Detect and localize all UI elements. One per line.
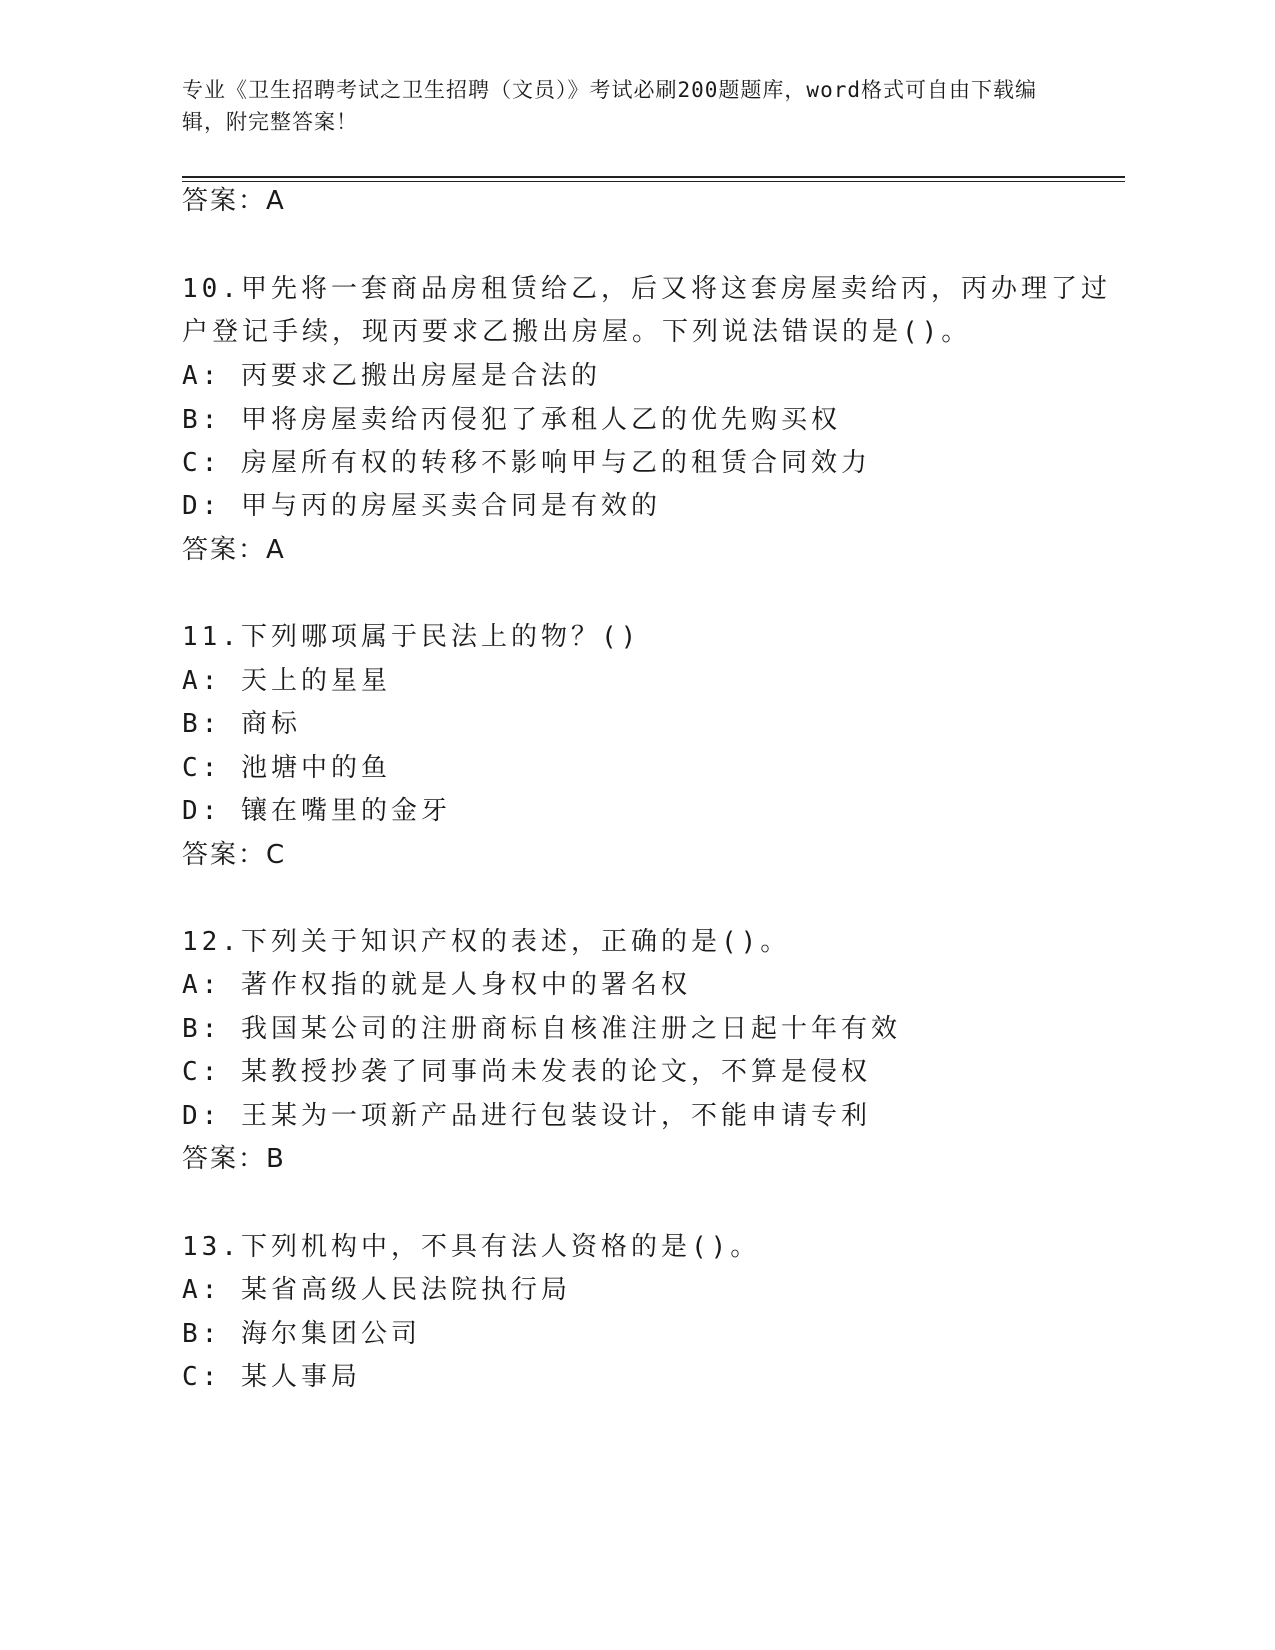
question-10-answer: 答案：A xyxy=(182,535,286,565)
question-12-answer: 答案：B xyxy=(182,1144,286,1174)
question-12-option-d: D: 王某为一项新产品进行包装设计，不能申请专利 xyxy=(182,1101,871,1131)
header-divider-thin xyxy=(182,181,1125,182)
question-12-option-a: A: 著作权指的就是人身权中的署名权 xyxy=(182,970,691,1000)
question-10-option-a: A: 丙要求乙搬出房屋是合法的 xyxy=(182,361,601,391)
question-11-answer: 答案：C xyxy=(182,840,287,870)
header-divider-thick xyxy=(182,176,1125,178)
page-header-title: 专业《卫生招聘考试之卫生招聘（文员）》考试必刷200题题库，word格式可自由下载编辑，附完整答案！ xyxy=(182,78,1037,134)
question-13-option-a: A: 某省高级人民法院执行局 xyxy=(182,1275,571,1305)
answer-line: 答案：A xyxy=(182,186,286,216)
question-10-option-c: C: 房屋所有权的转移不影响甲与乙的租赁合同效力 xyxy=(182,448,871,478)
question-11-option-a: A: 天上的星星 xyxy=(182,666,391,696)
question-12-option-c: C: 某教授抄袭了同事尚未发表的论文，不算是侵权 xyxy=(182,1057,871,1087)
question-12-text: 12.下列关于知识产权的表述，正确的是()。 xyxy=(182,927,791,957)
question-10-option-d: D: 甲与丙的房屋买卖合同是有效的 xyxy=(182,491,661,521)
question-13-text: 13.下列机构中，不具有法人资格的是()。 xyxy=(182,1232,761,1262)
question-12-option-b: B: 我国某公司的注册商标自核准注册之日起十年有效 xyxy=(182,1014,901,1044)
question-11-option-c: C: 池塘中的鱼 xyxy=(182,753,391,783)
question-10-text-cont: 户登记手续，现丙要求乙搬出房屋。下列说法错误的是()。 xyxy=(182,317,972,347)
question-13-option-c: C: 某人事局 xyxy=(182,1362,361,1392)
question-11-option-d: D: 镶在嘴里的金牙 xyxy=(182,796,451,826)
question-11-text: 11.下列哪项属于民法上的物？() xyxy=(182,622,641,652)
question-10-text: 10.甲先将一套商品房租赁给乙，后又将这套房屋卖给丙，丙办理了过 xyxy=(182,274,1111,304)
question-10-option-b: B: 甲将房屋卖给丙侵犯了承租人乙的优先购买权 xyxy=(182,405,841,435)
question-11-option-b: B: 商标 xyxy=(182,709,301,739)
question-13-option-b: B: 海尔集团公司 xyxy=(182,1319,421,1349)
